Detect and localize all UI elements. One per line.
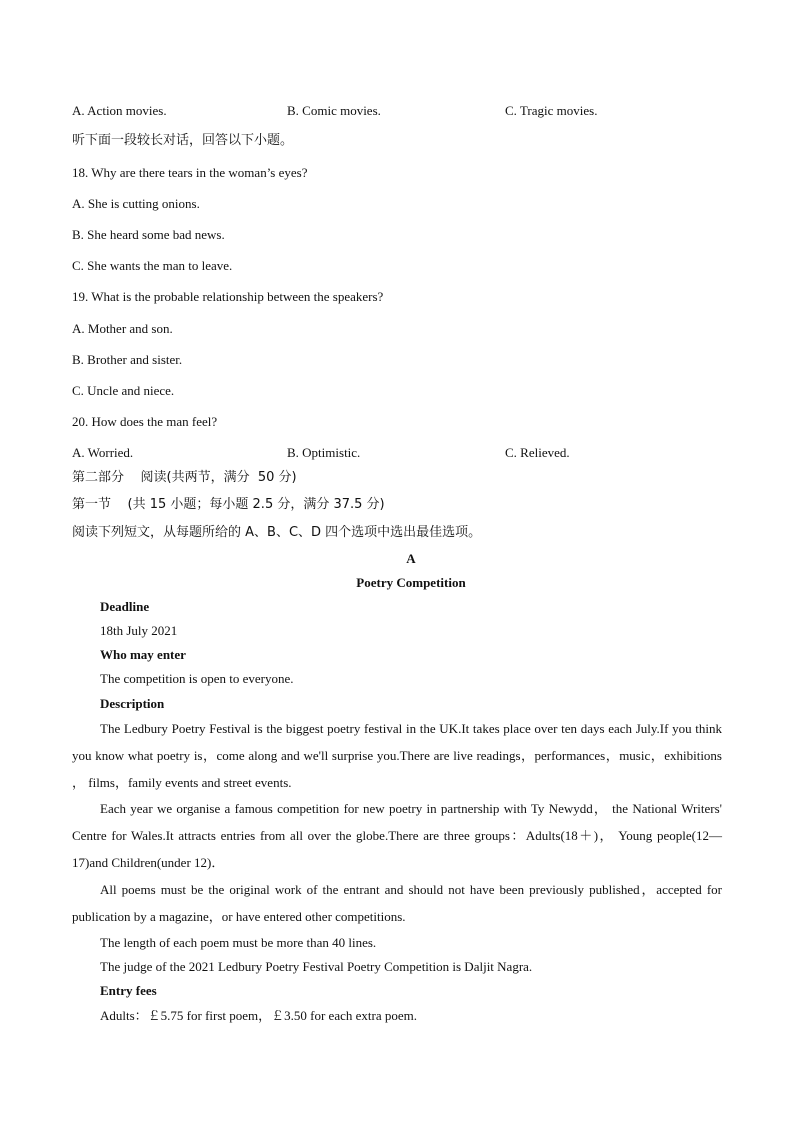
rule-poem-length: The length of each poem must be more than 40 lines. bbox=[100, 935, 377, 950]
description-paragraph-3 bbox=[72, 876, 722, 930]
q20-question: 20. How does the man feel? bbox=[72, 414, 218, 429]
entry-fees-adults: Adults：￡5.75 for first poem，￡3.50 for each extra poem. bbox=[100, 1008, 417, 1023]
section1-heading: 第一节 (共 15 小题；每小题 2.5 分，满分 37.5 分) bbox=[72, 497, 385, 512]
q20-option-b: B. Optimistic. bbox=[287, 445, 361, 460]
q17-option-b: B. Comic movies. bbox=[287, 103, 381, 118]
listening-instruction: 听下面一段较长对话，回答以下小题。 bbox=[72, 133, 294, 148]
q18-option-a: A. She is cutting onions. bbox=[72, 196, 200, 211]
description-paragraph-1-text: The Ledbury Poetry Festival is the biggest poetry festival in the UK.It takes place over ten days each July.If you think you know what poetry is，come along and we'll surprise you.There are live readings，performances，music，exhibitions ， films，family events and street events. bbox=[72, 721, 722, 790]
q20-option-c: C. Relieved. bbox=[505, 445, 570, 460]
rule-judge: The judge of the 2021 Ledbury Poetry Festival Poetry Competition is Daljit Nagra. bbox=[100, 959, 533, 974]
description-label: Description bbox=[100, 696, 165, 711]
description-paragraph-1 bbox=[72, 715, 722, 796]
q19-option-c: C. Uncle and niece. bbox=[72, 383, 175, 398]
q18-option-c: C. She wants the man to leave. bbox=[72, 258, 233, 273]
description-paragraph-3-text: All poems must be the original work of the entrant and should not have been previously published，accepted for publication by a magazine，or have entered other competitions. bbox=[72, 882, 722, 924]
q17-option-c: C. Tragic movies. bbox=[505, 103, 598, 118]
reading-instruction: 阅读下列短文，从每题所给的 A、B、C、D 四个选项中选出最佳选项。 bbox=[72, 525, 482, 540]
q17-option-a: A. Action movies. bbox=[72, 103, 167, 118]
description-paragraph-2 bbox=[72, 795, 722, 876]
deadline-value: 18th July 2021 bbox=[100, 623, 178, 638]
part2-heading: 第二部分 阅读(共两节，满分 50 分) bbox=[72, 470, 297, 485]
q19-option-b: B. Brother and sister. bbox=[72, 352, 183, 367]
who-may-enter-value: The competition is open to everyone. bbox=[100, 671, 294, 686]
passage-title: Poetry Competition bbox=[356, 575, 466, 590]
who-may-enter-label: Who may enter bbox=[100, 647, 186, 662]
q20-option-a: A. Worried. bbox=[72, 445, 134, 460]
q18-question: 18. Why are there tears in the woman’s eyes? bbox=[72, 165, 308, 180]
description-paragraph-2-text: Each year we organise a famous competition for new poetry in partnership with Ty Newydd， the National Writers' Centre for Wales.It attracts entries from all over the globe.There are three groups：Adults(18＋)， Young people(12—17)and Children(under 12)． bbox=[72, 801, 722, 870]
q19-question: 19. What is the probable relationship between the speakers? bbox=[72, 289, 384, 304]
q18-option-b: B. She heard some bad news. bbox=[72, 227, 225, 242]
passage-letter: A bbox=[406, 551, 416, 566]
deadline-label: Deadline bbox=[100, 599, 150, 614]
q19-option-a: A. Mother and son. bbox=[72, 321, 173, 336]
entry-fees-label: Entry fees bbox=[100, 983, 157, 998]
